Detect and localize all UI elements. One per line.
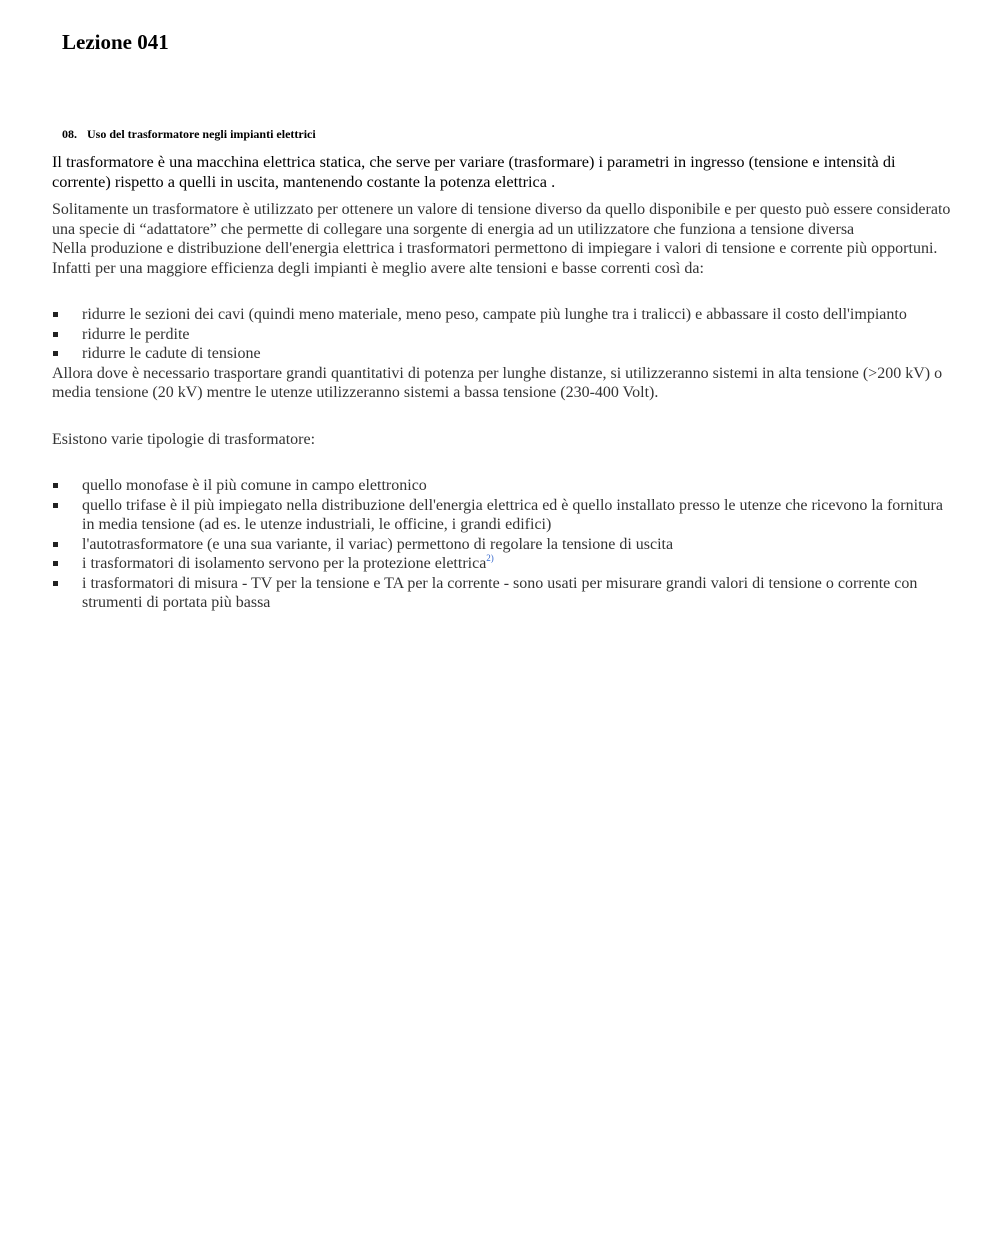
list-item	[52, 574, 952, 613]
list-item-text: ridurre le perdite	[82, 325, 190, 343]
square-bullet-icon	[53, 542, 58, 547]
paragraph-voltage-levels: Allora dove è necessario trasportare grandi quantitativi di potenza per lunghe distanze, si utilizzeranno sistemi in alta tensione (>200 kV) o media tensione (20 kV) mentre le utenze utilizzeranno sistemi a bassa tensione (230-400 Volt).	[52, 364, 943, 401]
list-item	[52, 476, 952, 496]
list-item-text: i trasformatori di isolamento servono per la protezione elettrica	[82, 555, 487, 572]
types-intro: Esistono varie tipologie di trasformatore:	[52, 430, 316, 448]
section-heading	[62, 126, 316, 142]
lesson-title: Lezione 041	[62, 30, 169, 54]
paragraph-efficiency: Nella produzione e distribuzione dell'energia elettrica i trasformatori permettono di impiegare i valori di tensione e corrente più opportuni. Infatti per una maggiore efficienza degli impianti è meglio avere alte tensioni e basse correnti così da:	[52, 240, 938, 277]
list-item-text: l'autotrasformatore (e una sua variante, il variac) permettono di regolare la tensione di uscita	[82, 535, 674, 553]
advantages-list	[52, 305, 952, 364]
list-item	[52, 305, 952, 325]
square-bullet-icon	[53, 483, 58, 488]
paragraph-adapter: Solitamente un trasformatore è utilizzato per ottenere un valore di tensione diverso da quello disponibile e per questo può essere considerato una specie di “adattatore” che permette di collegare una sorgente di energia ad un utilizzatore che funziona a tensione diversa	[52, 201, 951, 238]
list-item-text: i trasformatori di misura - TV per la tensione e TA per la corrente - sono usati per misurare grandi valori di tensione o corrente con strumenti di portata più bassa	[82, 574, 918, 611]
document-body	[52, 152, 952, 613]
square-bullet-icon	[53, 503, 58, 508]
square-bullet-icon	[53, 312, 58, 317]
list-item	[52, 535, 952, 555]
list-item-text: quello trifase è il più impiegato nella distribuzione dell'energia elettrica ed è quello installato presso le utenze che ricevono la fornitura in media tensione (ad es. le utenze industriali, le officine, i grandi edifici)	[82, 496, 943, 533]
intro-paragraph: Il trasformatore è una macchina elettrica statica, che serve per variare (trasformare) i parametri in ingresso (tensione e intensità di corrente) rispetto a quelli in uscita, mantenendo costante la potenza elettrica .	[52, 152, 896, 191]
list-item	[52, 325, 952, 345]
transformer-types-list	[52, 476, 952, 613]
section-number: 08.	[62, 127, 77, 141]
list-item-text: ridurre le sezioni dei cavi (quindi meno materiale, meno peso, campate più lunghe tra i tralicci) e abbassare il costo dell'impianto	[82, 306, 907, 323]
list-item	[52, 554, 952, 574]
list-item-text: ridurre le cadute di tensione	[82, 345, 261, 362]
square-bullet-icon	[53, 351, 58, 356]
list-item	[52, 496, 952, 535]
section-title: Uso del trasformatore negli impianti elettrici	[87, 127, 316, 141]
square-bullet-icon	[53, 581, 58, 586]
footnote-link[interactable]: 2)	[486, 553, 494, 563]
square-bullet-icon	[53, 561, 58, 566]
list-item	[52, 344, 952, 364]
list-item-text: quello monofase è il più comune in campo elettronico	[82, 477, 427, 494]
square-bullet-icon	[53, 332, 58, 337]
